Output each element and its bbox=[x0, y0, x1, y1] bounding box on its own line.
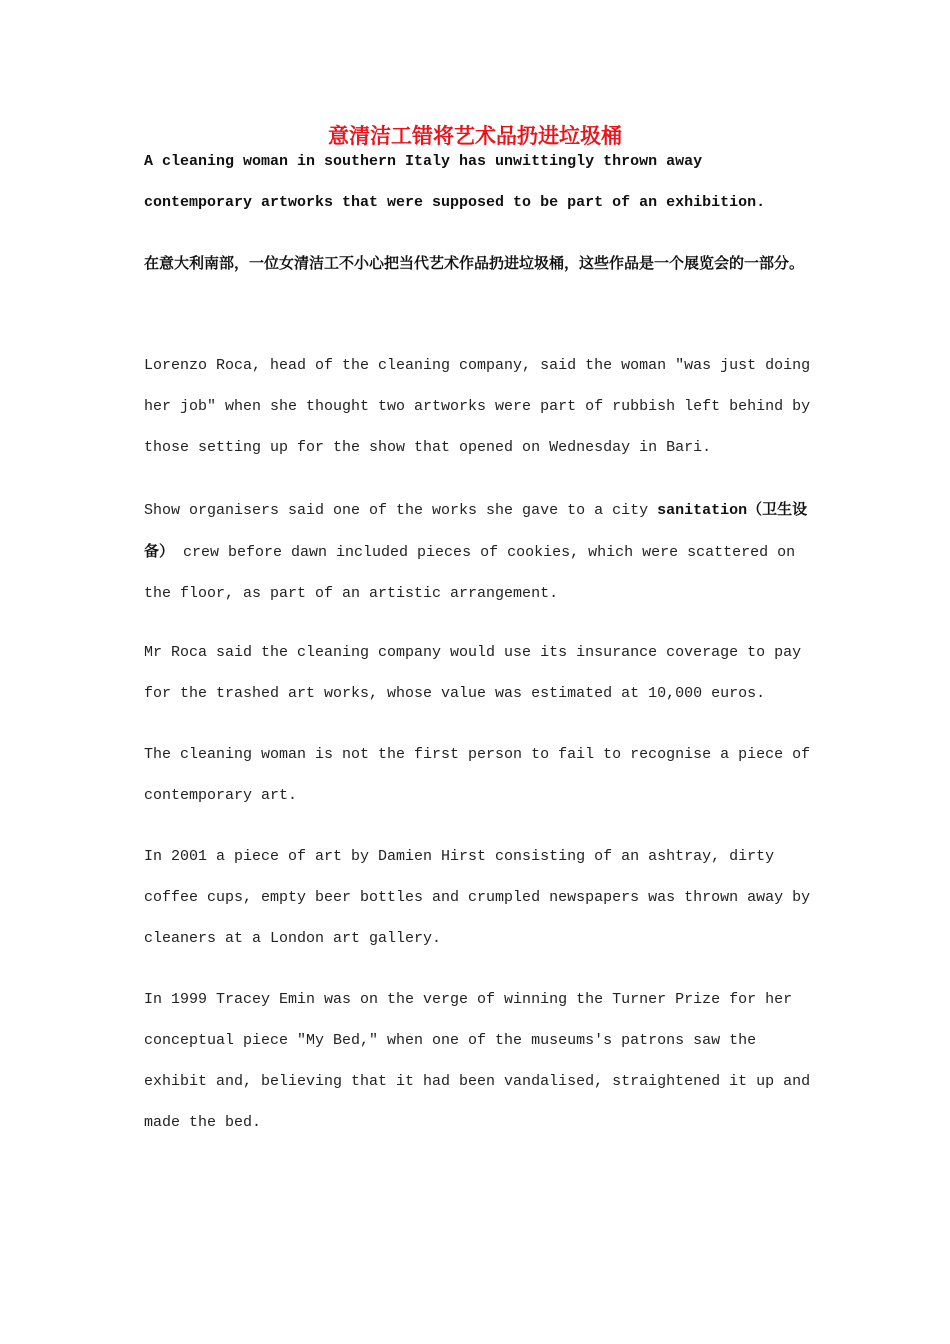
vocab-gloss: （卫生设备） bbox=[144, 500, 808, 560]
article-title: 意清洁工错将艺术品扔进垃圾桶 bbox=[328, 123, 622, 148]
paragraph-1: Lorenzo Roca, head of the cleaning company, said the woman "was just doing her job" when she thought two artworks were part of rubbish left behind by those setting up for the show that opened on Wednesday in Bari. bbox=[144, 357, 811, 456]
paragraph-2-after: crew before dawn included pieces of cookies, which were scattered on the floor, as part of an artistic arrangement. bbox=[144, 544, 796, 602]
paragraph-2 bbox=[144, 489, 812, 614]
paragraph-3: Mr Roca said the cleaning company would use its insurance coverage to pay for the trashed art works, whose value was estimated at 10,000 euros. bbox=[144, 644, 802, 702]
intro-chinese: 在意大利南部，一位女清洁工不小心把当代艺术作品扔进垃圾桶，这些作品是一个展览会的一部分。 bbox=[144, 254, 805, 272]
paragraph-6: In 1999 Tracey Emin was on the verge of winning the Turner Prize for her conceptual piece "My Bed," when one of the museums's patrons saw the exhibit and, believing that it had been vandalised, straightened it up and made the bed. bbox=[144, 991, 811, 1131]
paragraph-2-before: Show organisers said one of the works she gave to a city bbox=[144, 502, 658, 519]
paragraph-4: The cleaning woman is not the first person to fail to recognise a piece of contemporary art. bbox=[144, 746, 811, 804]
intro-english: A cleaning woman in southern Italy has unwittingly thrown away contemporary artworks that were supposed to be part of an exhibition. bbox=[144, 153, 766, 211]
paragraph-5: In 2001 a piece of art by Damien Hirst consisting of an ashtray, dirty coffee cups, empty beer bottles and crumpled newspapers was thrown away by cleaners at a London art gallery. bbox=[144, 848, 811, 947]
vocab-term: sanitation bbox=[657, 502, 748, 519]
